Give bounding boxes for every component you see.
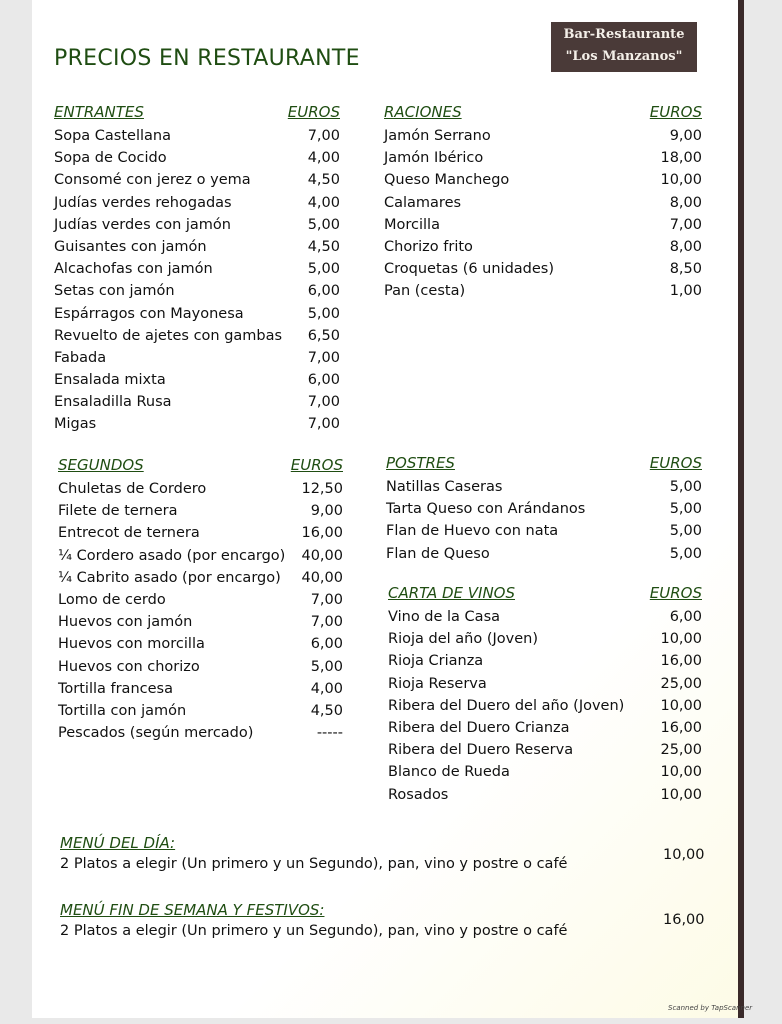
menu-item	[54, 347, 340, 369]
menu-item	[54, 147, 340, 169]
item-price: 8,00	[669, 194, 702, 211]
section-header	[58, 456, 343, 478]
menu-item	[58, 478, 343, 500]
menu-item	[388, 761, 702, 783]
item-price: 10,00	[660, 172, 702, 189]
scanner-watermark: Scanned by TapScanner	[668, 1004, 753, 1012]
item-name: Revuelto de ajetes con gambas	[54, 327, 283, 344]
item-price: 9,00	[669, 128, 702, 144]
item-name: Chorizo frito	[384, 238, 473, 255]
item-name: Pescados (según mercado)	[58, 725, 254, 742]
item-name: Ensaladilla Rusa	[54, 394, 172, 411]
item-name: Chuletas de Cordero	[58, 481, 207, 497]
section-entrantes	[54, 103, 340, 436]
item-name: Ribera del Duero Reserva	[388, 742, 574, 759]
item-name: Setas con jamón	[54, 283, 175, 300]
item-price: 8,50	[669, 261, 702, 278]
menu-item	[58, 678, 343, 700]
item-name: Jamón Ibérico	[384, 150, 484, 167]
item-price: 4,50	[307, 172, 340, 189]
menu-item	[384, 192, 702, 214]
item-price: 5,00	[310, 658, 343, 675]
menu-item	[54, 325, 340, 347]
menu-item	[58, 522, 343, 544]
menu-item	[54, 258, 340, 280]
section-header	[54, 103, 340, 125]
menu-item	[58, 656, 343, 678]
item-name: Rioja Reserva	[388, 675, 487, 692]
item-name: Espárragos con Mayonesa	[54, 305, 244, 322]
item-price: 16,00	[660, 653, 702, 670]
menu-item	[54, 125, 340, 147]
item-price: 4,50	[310, 702, 343, 719]
item-price: 25,00	[660, 675, 702, 692]
menu-item	[388, 606, 702, 628]
item-name: Consomé con jerez o yema	[54, 172, 251, 189]
item-name: Tortilla con jamón	[58, 702, 187, 719]
item-name: Sopa Castellana	[54, 128, 171, 144]
item-price: 7,00	[310, 614, 343, 631]
menu-item	[54, 391, 340, 413]
section-title: POSTRES	[386, 454, 455, 472]
item-price: 7,00	[307, 128, 340, 144]
item-price: 6,00	[307, 372, 340, 389]
item-price: 7,00	[669, 216, 702, 233]
item-name: Huevos con chorizo	[58, 658, 200, 675]
menu-item	[58, 611, 343, 633]
section-title: RACIONES	[384, 103, 462, 121]
item-name: Calamares	[384, 194, 462, 211]
menu-item	[58, 545, 343, 567]
item-price: 10,00	[660, 631, 702, 648]
item-price: 5,00	[669, 501, 702, 518]
logo-line-1: Bar-Restaurante	[563, 27, 685, 42]
item-price: 25,00	[660, 742, 702, 759]
section-postres	[386, 454, 702, 565]
menu-item	[388, 695, 702, 717]
restaurant-logo	[551, 22, 697, 72]
item-name: Ribera del Duero del año (Joven)	[388, 697, 625, 714]
section-header	[384, 103, 702, 125]
item-name: Croquetas (6 unidades)	[384, 261, 555, 278]
menu-item	[384, 280, 702, 302]
page-edge	[738, 0, 744, 1018]
menu-item	[54, 369, 340, 391]
item-name: Filete de ternera	[58, 503, 178, 520]
item-name: Flan de Queso	[386, 545, 490, 562]
item-price: 8,00	[669, 238, 702, 255]
section-header	[386, 454, 702, 476]
menu-item	[54, 214, 340, 236]
menu-del-dia-description: 2 Platos a elegir (Un primero y un Segundo), pan, vino y postre o café	[60, 856, 568, 872]
currency-header: EUROS	[290, 456, 343, 474]
item-name: Guisantes con jamón	[54, 238, 207, 255]
item-price: 6,00	[669, 609, 702, 625]
item-name: Morcilla	[384, 216, 440, 233]
currency-header: EUROS	[649, 454, 702, 472]
item-price: 4,00	[307, 194, 340, 211]
section-header	[388, 584, 702, 606]
item-name: Vino de la Casa	[388, 609, 501, 625]
item-price: 4,00	[307, 150, 340, 167]
menu-item	[54, 413, 340, 435]
item-name: Flan de Huevo con nata	[386, 523, 559, 540]
menu-item	[384, 169, 702, 191]
item-name: Rioja Crianza	[388, 653, 484, 670]
menu-del-dia-price: 10,00	[663, 847, 705, 863]
item-price: 7,00	[307, 394, 340, 411]
item-price: 10,00	[660, 764, 702, 781]
menu-item	[58, 633, 343, 655]
menu-item	[384, 147, 702, 169]
item-price: 5,00	[307, 305, 340, 322]
section-vinos	[388, 584, 702, 806]
menu-item	[384, 214, 702, 236]
menu-item	[386, 543, 702, 565]
item-price: 6,50	[307, 327, 340, 344]
item-price: 9,00	[310, 503, 343, 520]
section-raciones	[384, 103, 702, 303]
item-price: 7,00	[310, 591, 343, 608]
menu-item	[388, 650, 702, 672]
item-price: 16,00	[660, 719, 702, 736]
item-price: 40,00	[301, 569, 343, 586]
item-name: ¼ Cordero asado (por encargo)	[58, 547, 286, 564]
item-name: ¼ Cabrito asado (por encargo)	[58, 569, 281, 586]
item-price: 18,00	[660, 150, 702, 167]
item-price: 10,00	[660, 786, 702, 803]
menu-item	[54, 169, 340, 191]
item-price: 5,00	[669, 523, 702, 540]
item-name: Ribera del Duero Crianza	[388, 719, 570, 736]
item-price: 6,00	[310, 636, 343, 653]
page-title: PRECIOS EN RESTAURANTE	[54, 46, 360, 71]
item-name: Jamón Serrano	[384, 128, 491, 144]
menu-item	[54, 192, 340, 214]
item-price: 5,00	[669, 479, 702, 495]
menu-item	[388, 739, 702, 761]
menu-item	[58, 722, 343, 744]
menu-item	[384, 258, 702, 280]
menu-fin-semana-price: 16,00	[663, 912, 705, 928]
menu-item	[58, 500, 343, 522]
menu-fin-semana-description: 2 Platos a elegir (Un primero y un Segundo), pan, vino y postre o café	[60, 923, 568, 939]
menu-item	[58, 589, 343, 611]
item-name: Lomo de cerdo	[58, 591, 166, 608]
item-name: Judías verdes rehogadas	[54, 194, 232, 211]
currency-header: EUROS	[287, 103, 340, 121]
item-name: Tarta Queso con Arándanos	[386, 501, 586, 518]
currency-header: EUROS	[649, 103, 702, 121]
item-name: Migas	[54, 416, 97, 433]
menu-item	[386, 520, 702, 542]
menu-item	[388, 673, 702, 695]
item-name: Sopa de Cocido	[54, 150, 167, 167]
item-name: Tortilla francesa	[58, 680, 173, 697]
item-price: 6,00	[307, 283, 340, 300]
menu-item	[54, 236, 340, 258]
item-price: 7,00	[307, 349, 340, 366]
item-price: 5,00	[307, 261, 340, 278]
menu-item	[384, 236, 702, 258]
item-price: 16,00	[301, 525, 343, 542]
item-name: Alcachofas con jamón	[54, 261, 213, 278]
menu-item	[388, 717, 702, 739]
menu-item	[388, 628, 702, 650]
item-price: 40,00	[301, 547, 343, 564]
item-price: 4,00	[310, 680, 343, 697]
section-title: SEGUNDOS	[58, 456, 144, 474]
item-name: Entrecot de ternera	[58, 525, 200, 542]
item-name: Huevos con morcilla	[58, 636, 205, 653]
menu-item	[58, 567, 343, 589]
menu-fin-semana-title: MENÚ FIN DE SEMANA Y FESTIVOS:	[60, 901, 325, 919]
item-name: Rioja del año (Joven)	[388, 631, 538, 648]
item-price: 5,00	[307, 216, 340, 233]
menu-item	[54, 280, 340, 302]
item-name: Ensalada mixta	[54, 372, 166, 389]
item-name: Pan (cesta)	[384, 283, 466, 300]
item-name: Huevos con jamón	[58, 614, 193, 631]
menu-item	[388, 784, 702, 806]
item-name: Fabada	[54, 349, 107, 366]
item-name: Rosados	[388, 786, 449, 803]
section-segundos	[58, 456, 343, 744]
logo-line-2: "Los Manzanos"	[565, 49, 683, 64]
item-price: 4,50	[307, 238, 340, 255]
menu-item	[54, 303, 340, 325]
item-price: 7,00	[307, 416, 340, 433]
section-title: CARTA DE VINOS	[388, 584, 516, 602]
item-price: 10,00	[660, 697, 702, 714]
item-name: Queso Manchego	[384, 172, 510, 189]
section-title: ENTRANTES	[54, 103, 144, 121]
item-name: Natillas Caseras	[386, 479, 503, 495]
item-name: Blanco de Rueda	[388, 764, 510, 781]
menu-item	[58, 700, 343, 722]
item-price: 12,50	[301, 481, 343, 497]
item-price: 1,00	[669, 283, 702, 300]
menu-item	[384, 125, 702, 147]
menu-item	[386, 476, 702, 498]
menu-del-dia-title: MENÚ DEL DÍA:	[60, 834, 176, 852]
menu-item	[386, 498, 702, 520]
item-price: -----	[316, 725, 343, 742]
currency-header: EUROS	[649, 584, 702, 602]
item-name: Judías verdes con jamón	[54, 216, 231, 233]
item-price: 5,00	[669, 545, 702, 562]
